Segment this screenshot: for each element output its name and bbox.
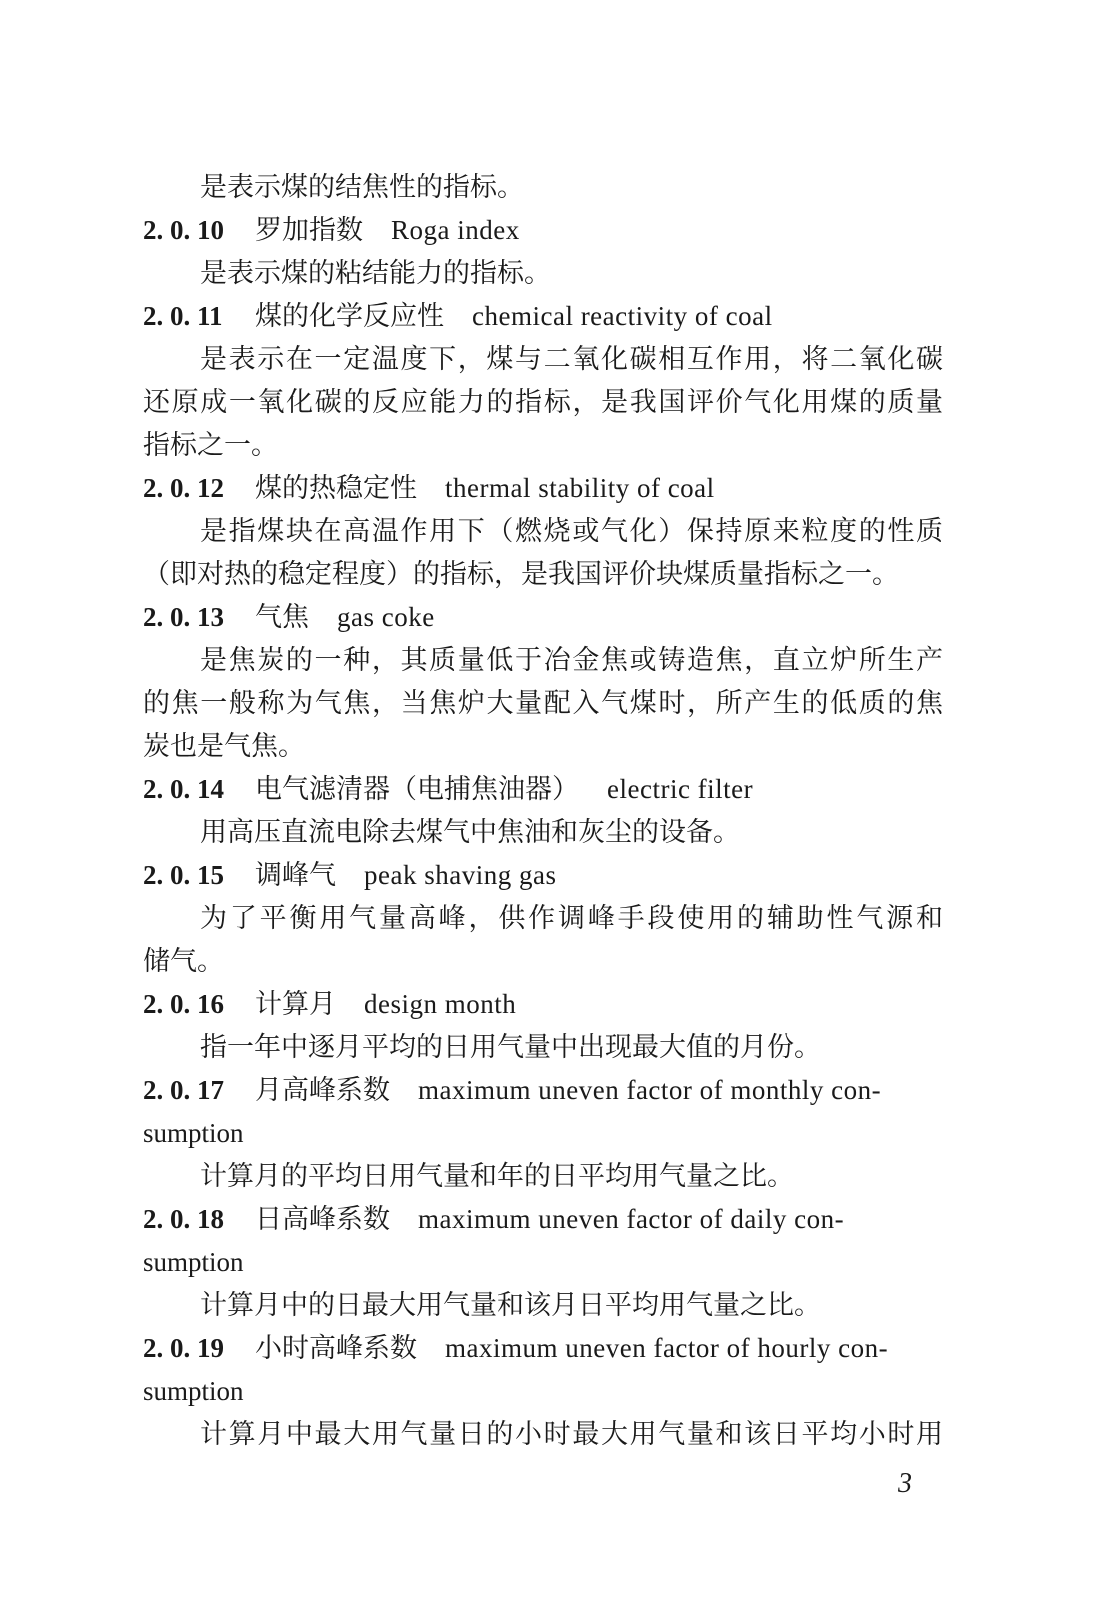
paragraph-line: 用高压直流电除去煤气中焦油和灰尘的设备。 [200, 817, 740, 848]
term-chinese: 煤的热稳定性 [255, 473, 417, 504]
term-number: 2. 0. 17 [143, 1075, 224, 1105]
paragraph-line: 是表示煤的结焦性的指标。 [200, 172, 524, 203]
term-english-continuation: sumption [143, 1118, 244, 1148]
term-chinese: 调峰气 [255, 860, 336, 891]
term-number: 2. 0. 19 [143, 1333, 224, 1363]
paragraph-line: 是表示煤的粘结能力的指标。 [200, 258, 551, 289]
term-chinese: 煤的化学反应性 [255, 301, 444, 332]
term-chinese: 日高峰系数 [255, 1204, 390, 1235]
paragraph-line: 是焦炭的一种，其质量低于冶金焦或铸造焦，直立炉所生产 [200, 645, 943, 676]
term-entry-2-0-15 [143, 854, 943, 897]
document-body [143, 166, 943, 1456]
paragraph-line: 是指煤块在高温作用下（燃烧或气化）保持原来粒度的性质 [200, 516, 943, 547]
term-english: thermal stability of coal [445, 473, 715, 503]
term-entry-2-0-18 [143, 1198, 943, 1241]
term-entry-2-0-10 [143, 209, 943, 252]
term-number: 2. 0. 10 [143, 215, 224, 245]
paragraph-line: 炭也是气焦。 [143, 731, 305, 762]
term-number: 2. 0. 16 [143, 989, 224, 1019]
paragraph-line: 指一年中逐月平均的日用气量中出现最大值的月份。 [200, 1032, 821, 1063]
term-english-continuation: sumption [143, 1376, 244, 1406]
term-chinese: 计算月 [255, 989, 336, 1020]
paragraph-line: 计算月中最大用气量日的小时最大用气量和该日平均小时用 [200, 1419, 943, 1450]
term-number: 2. 0. 18 [143, 1204, 224, 1234]
term-english: design month [364, 989, 517, 1019]
term-entry-2-0-13 [143, 596, 943, 639]
term-number: 2. 0. 15 [143, 860, 224, 890]
term-english: Roga index [391, 215, 520, 245]
paragraph-line: 指标之一。 [143, 430, 278, 461]
term-english: maximum uneven factor of hourly con- [445, 1333, 889, 1363]
term-number: 2. 0. 12 [143, 473, 224, 503]
paragraph-line: 储气。 [143, 946, 224, 977]
term-entry-2-0-11 [143, 295, 943, 338]
term-entry-2-0-16 [143, 983, 943, 1026]
term-english: maximum uneven factor of monthly con- [418, 1075, 882, 1105]
term-chinese: 电气滤清器（电捕焦油器） [255, 774, 579, 805]
paragraph-line: 为了平衡用气量高峰，供作调峰手段使用的辅助性气源和 [200, 903, 943, 934]
term-entry-2-0-14 [143, 768, 943, 811]
term-chinese: 气焦 [255, 602, 309, 633]
paragraph-line: 的焦一般称为气焦，当焦炉大量配入气煤时，所产生的低质的焦 [143, 688, 943, 719]
paragraph-line: 计算月的平均日用气量和年的日平均用气量之比。 [200, 1161, 794, 1192]
paragraph-line: 是表示在一定温度下，煤与二氧化碳相互作用，将二氧化碳 [200, 344, 943, 375]
term-english: chemical reactivity of coal [472, 301, 773, 331]
term-number: 2. 0. 11 [143, 301, 223, 331]
term-english: maximum uneven factor of daily con- [418, 1204, 845, 1234]
term-english: gas coke [337, 602, 435, 632]
term-chinese: 小时高峰系数 [255, 1333, 417, 1364]
paragraph-line: 还原成一氧化碳的反应能力的指标，是我国评价气化用煤的质量 [143, 387, 943, 418]
term-english: electric filter [607, 774, 754, 804]
term-chinese: 月高峰系数 [255, 1075, 390, 1106]
term-number: 2. 0. 14 [143, 774, 224, 804]
term-entry-2-0-19 [143, 1327, 943, 1370]
page-number: 3 [898, 1468, 912, 1499]
term-english: peak shaving gas [364, 860, 557, 890]
term-entry-2-0-17 [143, 1069, 943, 1112]
term-english-continuation: sumption [143, 1247, 244, 1277]
paragraph-line: 计算月中的日最大用气量和该月日平均用气量之比。 [200, 1290, 821, 1321]
paragraph-line: （即对热的稳定程度）的指标，是我国评价块煤质量指标之一。 [143, 559, 899, 590]
term-number: 2. 0. 13 [143, 602, 224, 632]
term-chinese: 罗加指数 [255, 215, 363, 246]
term-entry-2-0-12 [143, 467, 943, 510]
